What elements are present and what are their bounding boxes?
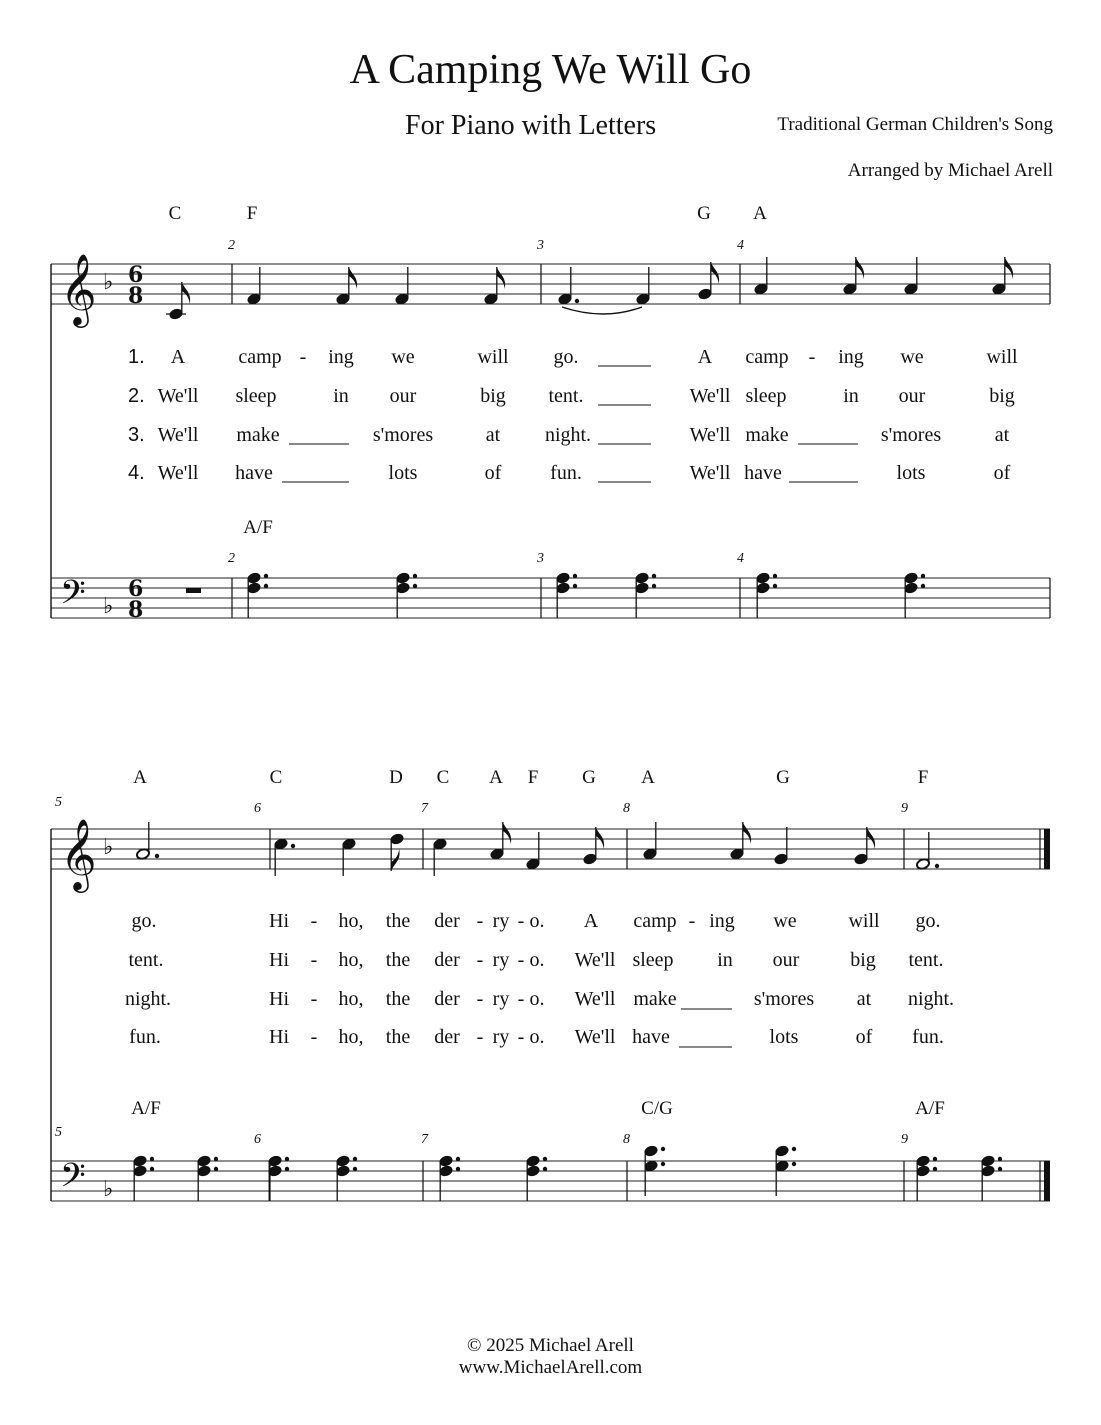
lyric-word: make [745, 424, 789, 446]
lyric-word: der [434, 988, 460, 1010]
lyric-hyphen: - [688, 910, 696, 932]
lyric-hyphen: - [517, 1026, 525, 1048]
lyric-word: have [744, 462, 782, 484]
lyric-hyphen: - [476, 949, 484, 971]
augmentation-dot [575, 299, 579, 303]
lyric-word: Hi [269, 1026, 289, 1048]
lyric-word: tent. [908, 949, 944, 971]
augmentation-dot [155, 854, 159, 858]
chord-notehead [981, 1155, 996, 1168]
chord-notehead [526, 1155, 541, 1168]
time-signature-bottom: 8 [128, 283, 144, 309]
lyric-word: at [485, 424, 501, 446]
chord-notehead [635, 572, 650, 585]
quarter-note [754, 283, 769, 296]
lyric-word: in [843, 385, 859, 407]
eighth-note [490, 848, 505, 861]
measure-number: 7 [421, 1132, 428, 1147]
verse-number: 4. [128, 462, 145, 484]
chord-notehead [556, 582, 571, 595]
lyric-hyphen: - [476, 910, 484, 932]
eighth-note [390, 833, 405, 846]
quarter-note [342, 838, 357, 851]
eighth-note [698, 288, 713, 301]
lyric-word: tent. [128, 949, 164, 971]
chord-notehead [635, 582, 650, 595]
lyric-word: We'll [574, 1026, 616, 1048]
augmentation-dot [773, 574, 777, 578]
lyric-word: ho, [338, 988, 364, 1010]
measure-number: 2 [228, 551, 235, 566]
lyric-word: our [389, 385, 417, 407]
lyric-word: ry [492, 1026, 510, 1048]
lyric-word: A [170, 346, 186, 368]
augmentation-dot [998, 1157, 1002, 1161]
lyric-hyphen: - [476, 988, 484, 1010]
augmentation-dot [150, 1167, 154, 1171]
flat-icon: ♭ [103, 1177, 114, 1202]
chord-notehead [756, 582, 771, 595]
lyric-word: We'll [574, 949, 616, 971]
lyric-word: big [480, 385, 506, 407]
lyric-hyphen: - [517, 910, 525, 932]
lyric-word: go. [915, 910, 941, 932]
lyric-word: We'll [689, 462, 731, 484]
flat-icon: ♭ [103, 270, 114, 295]
note-letter: C [436, 767, 450, 788]
composer-credit: Traditional German Children's Song [777, 114, 1053, 135]
chord-notehead [133, 1165, 148, 1178]
lyric-word: in [333, 385, 349, 407]
measure-number: 5 [55, 1125, 62, 1140]
lyric-word: we [773, 910, 797, 932]
augmentation-dot [573, 584, 577, 588]
lyric-word: will [848, 910, 880, 932]
augmentation-dot [291, 844, 295, 848]
note-letter: F [246, 203, 258, 224]
eighth-flag [867, 827, 875, 849]
measure-number: 9 [901, 801, 908, 816]
lyric-word: the [385, 1026, 411, 1048]
lyric-word: big [850, 949, 876, 971]
lyric-word: fun. [550, 462, 582, 484]
lyric-word: tent. [548, 385, 584, 407]
lyric-hyphen: - [299, 346, 307, 368]
lyric-word: ry [492, 949, 510, 971]
chord-notehead [775, 1160, 790, 1173]
augmentation-dot [998, 1167, 1002, 1171]
augmentation-dot [573, 574, 577, 578]
measure-number: 2 [228, 238, 235, 253]
time-signature-top: 6 [128, 262, 144, 288]
lyric-word: we [391, 346, 415, 368]
half-rest-icon [186, 588, 201, 593]
lyric-hyphen: - [310, 910, 318, 932]
chord-notehead [904, 582, 919, 595]
chord-notehead [396, 582, 411, 595]
eighth-flag [391, 849, 399, 871]
quarter-note [636, 293, 651, 306]
lyric-word: ho, [338, 949, 364, 971]
note-letter: A [489, 767, 503, 788]
augmentation-dot [933, 1157, 937, 1161]
lyric-word: o. [529, 949, 545, 971]
chord-notehead [756, 572, 771, 585]
lyric-word: der [434, 910, 460, 932]
chord-notehead [247, 572, 262, 585]
bass-clef-icon: 𝄢 [60, 1157, 86, 1203]
lyric-word: o. [529, 910, 545, 932]
eighth-flag [711, 262, 719, 284]
lyric-word: will [477, 346, 509, 368]
measure-number: 5 [55, 795, 62, 810]
lyric-word: the [385, 910, 411, 932]
eighth-flag [503, 822, 511, 844]
lyric-word: fun. [129, 1026, 161, 1048]
lyric-word: We'll [157, 424, 199, 446]
note-letter: C [168, 203, 182, 224]
lyric-word: will [986, 346, 1018, 368]
eighth-flag [743, 822, 751, 844]
augmentation-dot [921, 584, 925, 588]
lyric-hyphen: - [476, 1026, 484, 1048]
chord-notehead [644, 1160, 659, 1173]
augmentation-dot [921, 574, 925, 578]
tie [562, 307, 642, 314]
lyric-word: A [697, 346, 713, 368]
lyric-word: make [236, 424, 280, 446]
augmentation-dot [652, 584, 656, 588]
chord-notehead [247, 582, 262, 595]
lyric-word: sleep [235, 385, 277, 407]
dotted-quarter-note [558, 293, 573, 306]
lyric-word: ry [492, 910, 510, 932]
arranger-credit: Arranged by Michael Arell [847, 160, 1053, 181]
lyric-word: of [993, 462, 1011, 484]
lyric-word: we [900, 346, 924, 368]
augmentation-dot [773, 584, 777, 588]
flat-icon: ♭ [103, 835, 114, 860]
measure-number: 6 [254, 1132, 261, 1147]
lyric-word: lots [388, 462, 418, 484]
lyric-word: sleep [632, 949, 674, 971]
measure-number: 8 [623, 1132, 630, 1147]
bass-chord-symbol: C/G [641, 1098, 673, 1119]
bass-chord-symbol: A/F [131, 1098, 161, 1119]
augmentation-dot [933, 1167, 937, 1171]
lyric-word: der [434, 949, 460, 971]
eighth-note [169, 308, 184, 321]
dotted-half-note [916, 858, 931, 871]
note-letter: A [641, 767, 655, 788]
lyric-word: s'mores [372, 424, 434, 446]
lyric-word: s'mores [753, 988, 815, 1010]
lyric-word: the [385, 988, 411, 1010]
augmentation-dot [456, 1157, 460, 1161]
lyric-word: We'll [689, 385, 731, 407]
final-barline [1044, 1161, 1050, 1201]
eighth-flag [182, 282, 190, 304]
chord-notehead [556, 572, 571, 585]
lyric-word: We'll [157, 385, 199, 407]
song-title: A Camping We Will Go [349, 47, 752, 93]
eighth-note [730, 848, 745, 861]
chord-notehead [981, 1165, 996, 1178]
bass-clef-icon: 𝄢 [60, 574, 86, 620]
lyric-word: of [855, 1026, 873, 1048]
lyric-word: go. [553, 346, 579, 368]
augmentation-dot [661, 1162, 665, 1166]
quarter-note [774, 853, 789, 866]
lyric-word: s'mores [880, 424, 942, 446]
chord-notehead [775, 1145, 790, 1158]
quarter-note [526, 858, 541, 871]
eighth-note [843, 283, 858, 296]
lyric-word: camp [633, 910, 677, 932]
time-signature-top: 6 [128, 576, 144, 602]
lyric-word: Hi [269, 988, 289, 1010]
augmentation-dot [935, 864, 939, 868]
bass-chord-symbol: A/F [915, 1098, 945, 1119]
augmentation-dot [285, 1167, 289, 1171]
lyric-word: ry [492, 988, 510, 1010]
eighth-note [336, 293, 351, 306]
quarter-note [395, 293, 410, 306]
verse-number: 2. [128, 385, 145, 407]
treble-clef-icon: 𝄞 [60, 252, 97, 325]
augmentation-dot [413, 584, 417, 588]
lyric-word: sleep [745, 385, 787, 407]
augmentation-dot [264, 574, 268, 578]
chord-notehead [904, 572, 919, 585]
lyric-word: We'll [157, 462, 199, 484]
lyric-hyphen: - [310, 988, 318, 1010]
lyric-word: go. [131, 910, 157, 932]
final-barline [1044, 829, 1050, 869]
lyric-word: in [717, 949, 733, 971]
quarter-note [643, 848, 658, 861]
lyric-word: ing [709, 910, 735, 932]
lyric-hyphen: - [310, 949, 318, 971]
lyric-word: lots [769, 1026, 799, 1048]
chord-notehead [916, 1155, 931, 1168]
augmentation-dot [353, 1157, 357, 1161]
eighth-note [484, 293, 499, 306]
augmentation-dot [543, 1157, 547, 1161]
chord-notehead [916, 1165, 931, 1178]
lyric-word: the [385, 949, 411, 971]
augmentation-dot [285, 1157, 289, 1161]
measure-number: 3 [537, 551, 544, 566]
augmentation-dot [214, 1157, 218, 1161]
lyric-word: big [989, 385, 1015, 407]
chord-notehead [197, 1155, 212, 1168]
website-link[interactable]: www.MichaelArell.com [458, 1357, 643, 1378]
measure-number: 7 [421, 801, 428, 816]
augmentation-dot [214, 1167, 218, 1171]
note-letter: G [697, 203, 711, 224]
treble-clef-icon: 𝄞 [60, 817, 97, 890]
augmentation-dot [792, 1162, 796, 1166]
lyric-word: of [484, 462, 502, 484]
time-signature-bottom: 8 [128, 597, 144, 623]
quarter-note [247, 293, 262, 306]
eighth-note [583, 853, 598, 866]
chord-notehead [197, 1165, 212, 1178]
augmentation-dot [661, 1147, 665, 1151]
quarter-note [433, 838, 448, 851]
lyric-word: We'll [574, 988, 616, 1010]
lyric-hyphen: - [808, 346, 816, 368]
lyric-hyphen: - [517, 988, 525, 1010]
flat-icon: ♭ [103, 594, 114, 619]
lyric-word: camp [238, 346, 282, 368]
lyric-word: our [898, 385, 926, 407]
measure-number: 4 [737, 238, 744, 253]
copyright-notice: © 2025 Michael Arell [467, 1335, 634, 1356]
chord-notehead [526, 1165, 541, 1178]
lyric-word: have [632, 1026, 670, 1048]
augmentation-dot [413, 574, 417, 578]
bass-chord-symbol: A/F [243, 517, 273, 538]
lyric-word: night. [544, 424, 592, 446]
dotted-half-note [136, 848, 151, 861]
note-letter: A [753, 203, 767, 224]
augmentation-dot [264, 584, 268, 588]
lyric-word: at [994, 424, 1010, 446]
note-letter: D [389, 767, 403, 788]
eighth-flag [596, 827, 604, 849]
lyric-word: Hi [269, 949, 289, 971]
measure-number: 8 [623, 801, 630, 816]
dotted-quarter-note [274, 838, 289, 851]
eighth-flag [349, 267, 357, 289]
verse-number: 1. [128, 346, 145, 368]
lyric-word: der [434, 1026, 460, 1048]
chord-notehead [644, 1145, 659, 1158]
lyric-word: at [856, 988, 872, 1010]
lyric-word: night. [907, 988, 955, 1010]
verse-number: 3. [128, 424, 145, 446]
note-letter: F [527, 767, 539, 788]
chord-notehead [439, 1155, 454, 1168]
chord-notehead [133, 1155, 148, 1168]
lyric-word: our [772, 949, 800, 971]
lyric-word: We'll [689, 424, 731, 446]
lyric-word: ho, [338, 1026, 364, 1048]
measure-number: 9 [901, 1132, 908, 1147]
lyric-word: camp [745, 346, 789, 368]
lyric-word: ing [328, 346, 354, 368]
eighth-note [854, 853, 869, 866]
eighth-note [992, 283, 1007, 296]
lyric-word: Hi [269, 910, 289, 932]
lyric-word: o. [529, 988, 545, 1010]
measure-number: 6 [254, 801, 261, 816]
chord-notehead [439, 1165, 454, 1178]
lyric-word: ing [838, 346, 864, 368]
augmentation-dot [652, 574, 656, 578]
chord-notehead [336, 1165, 351, 1178]
eighth-flag [856, 257, 864, 279]
measure-number: 3 [537, 238, 544, 253]
augmentation-dot [456, 1167, 460, 1171]
song-subtitle: For Piano with Letters [405, 110, 657, 141]
quarter-note [904, 283, 919, 296]
lyric-word: make [633, 988, 677, 1010]
lyric-word: have [235, 462, 273, 484]
eighth-flag [497, 267, 505, 289]
augmentation-dot [792, 1147, 796, 1151]
lyric-hyphen: - [517, 949, 525, 971]
augmentation-dot [150, 1157, 154, 1161]
lyric-word: night. [124, 988, 172, 1010]
chord-notehead [336, 1155, 351, 1168]
augmentation-dot [543, 1167, 547, 1171]
lyric-word: fun. [912, 1026, 944, 1048]
augmentation-dot [353, 1167, 357, 1171]
lyric-word: lots [896, 462, 926, 484]
lyric-hyphen: - [310, 1026, 318, 1048]
note-letter: C [269, 767, 283, 788]
note-letter: A [133, 767, 147, 788]
eighth-flag [1005, 257, 1013, 279]
lyric-word: ho, [338, 910, 364, 932]
measure-number: 4 [737, 551, 744, 566]
lyric-word: A [583, 910, 599, 932]
lyric-word: o. [529, 1026, 545, 1048]
chord-notehead [396, 572, 411, 585]
note-letter: G [776, 767, 790, 788]
note-letter: G [582, 767, 596, 788]
note-letter: F [917, 767, 929, 788]
